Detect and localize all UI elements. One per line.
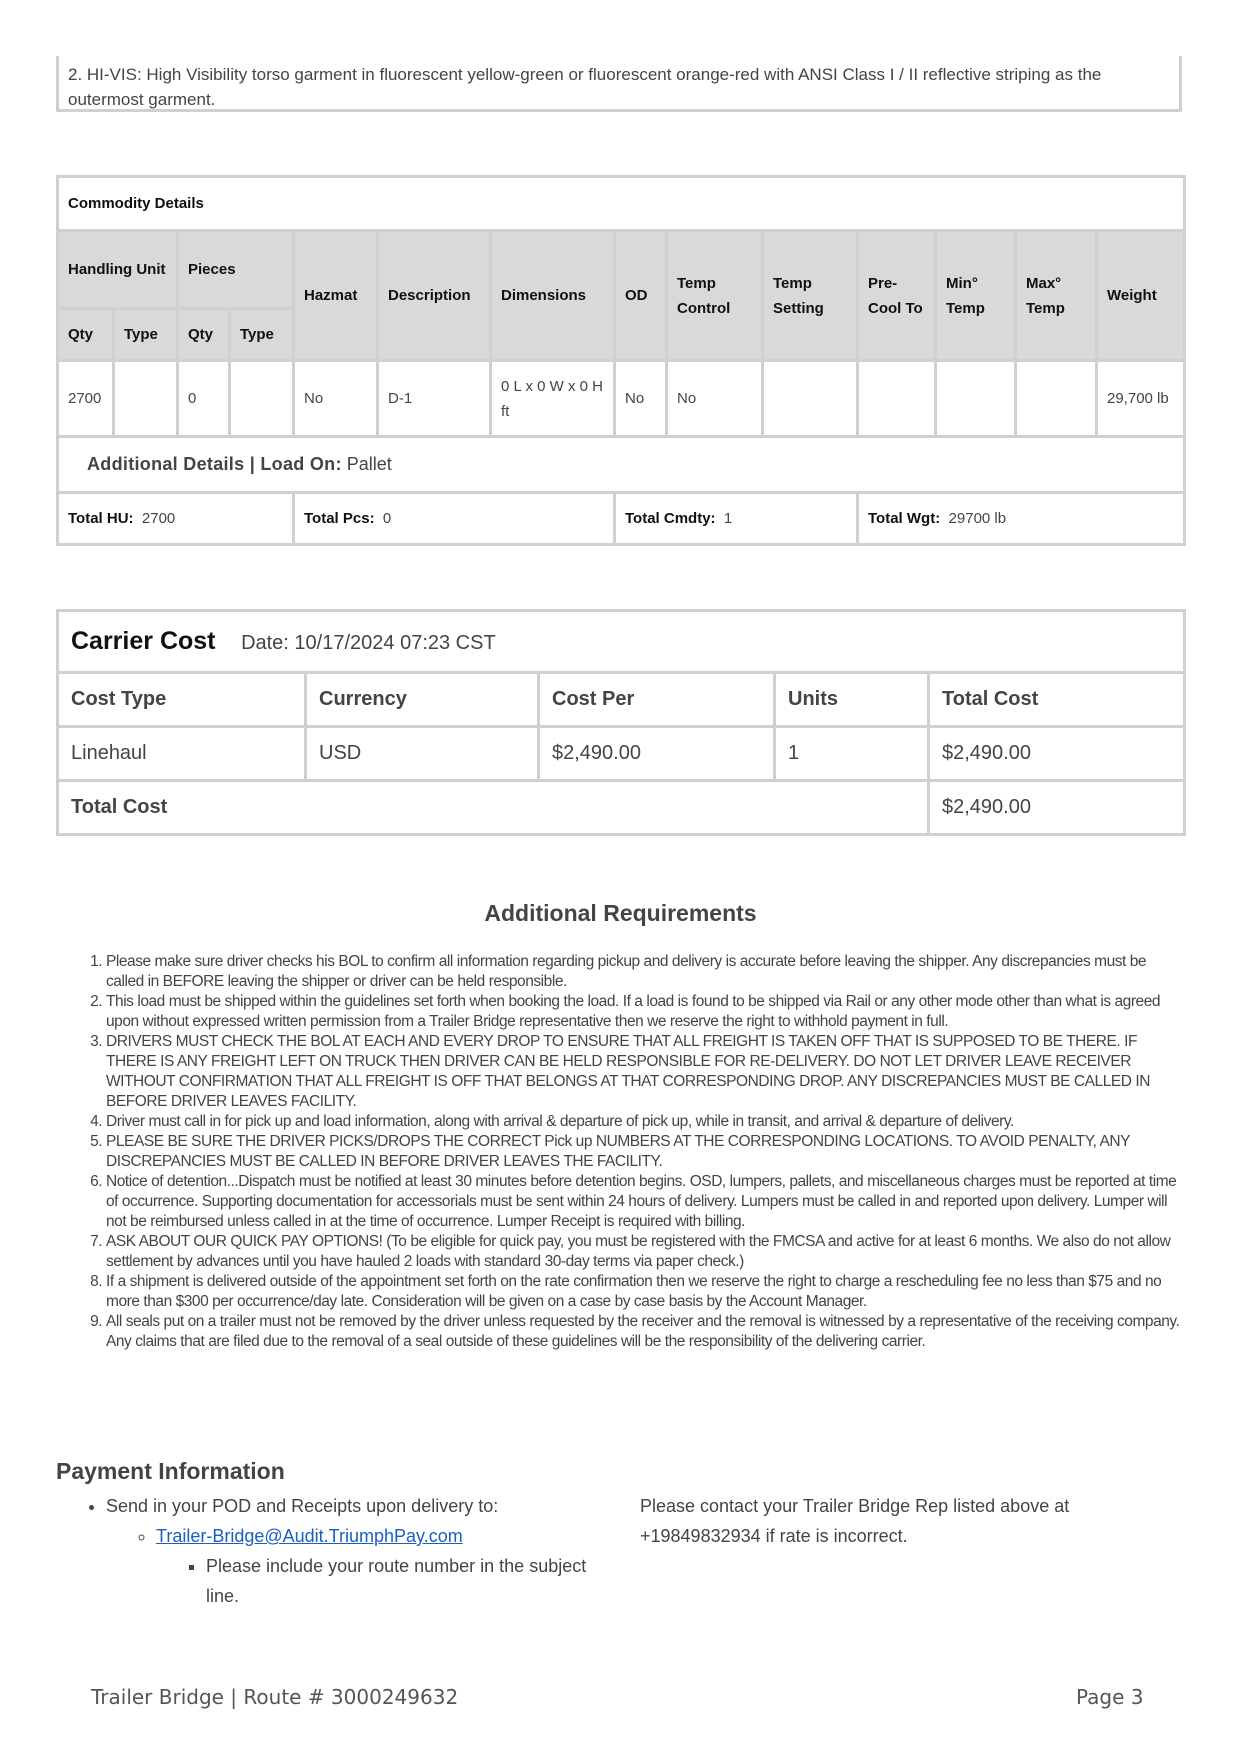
col-cost-per: Cost Per bbox=[539, 673, 775, 727]
footer-route: Trailer Bridge | Route # 3000249632 bbox=[91, 1685, 459, 1709]
total-cost-label: Total Cost bbox=[58, 781, 929, 835]
cell-dimensions: 0 L x 0 W x 0 H ft bbox=[491, 361, 615, 437]
col-cost-type: Cost Type bbox=[58, 673, 306, 727]
col-pcs-qty: Qty bbox=[178, 309, 230, 361]
cell-od: No bbox=[615, 361, 667, 437]
rate-contact-note: Please contact your Trailer Bridge Rep listed above at +19849832934 if rate is incorrect. bbox=[640, 1496, 1070, 1546]
send-pod-text: Send in your POD and Receipts upon delivery to: bbox=[106, 1496, 499, 1516]
cell-currency: USD bbox=[306, 727, 539, 781]
cell-pcs-qty: 0 bbox=[178, 361, 230, 437]
total-cmdty-label: Total Cmdty: bbox=[625, 510, 716, 527]
commodity-details-title: Commodity Details bbox=[58, 177, 1185, 231]
carrier-cost-date: Date: 10/17/2024 07:23 CST bbox=[241, 632, 496, 654]
total-wgt-label: Total Wgt: bbox=[868, 510, 941, 527]
col-handling-unit: Handling Unit bbox=[58, 231, 178, 309]
list-item: 8. If a shipment is delivered outside of the appointment set forth on the rate confirmation then we reserve the right to charge a rescheduling fee no less than $75 and no more than $300 per occurrence/day late. Consideration will be given on a case by case basis by the Account Manager. bbox=[106, 1272, 1181, 1312]
cell-weight: 29,700 lb bbox=[1097, 361, 1185, 437]
cell-cost-per: $2,490.00 bbox=[539, 727, 775, 781]
hivis-requirement-note: 2. HI-VIS: High Visibility torso garment in fluorescent yellow-green or fluorescent orange-red with ANSI Class I / II reflective striping as the outermost garment. bbox=[56, 56, 1182, 112]
list-item: ▪ Please include your route number in the subject line. bbox=[206, 1551, 616, 1611]
cell-max-temp bbox=[1016, 361, 1097, 437]
total-hu-label: Total HU: bbox=[68, 510, 134, 527]
total-cost-value: $2,490.00 bbox=[929, 781, 1185, 835]
cell-pcs-type bbox=[230, 361, 294, 437]
total-hu bbox=[58, 493, 294, 545]
cell-min-temp bbox=[936, 361, 1016, 437]
col-temp-setting: Temp Setting bbox=[763, 231, 858, 361]
audit-email-link[interactable]: Trailer-Bridge@Audit.TriumphPay.com bbox=[156, 1526, 463, 1546]
carrier-cost-table bbox=[56, 609, 1186, 836]
additional-details-row bbox=[58, 437, 1185, 493]
list-item: 5. PLEASE BE SURE THE DRIVER PICKS/DROPS THE CORRECT Pick up NUMBERS AT THE CORRESPONDING LOCATIONS. TO AVOID PENALTY, ANY DISCREPANCIES MUST BE CALLED IN BEFORE DRIVER LEAVES THE FACILITY. bbox=[106, 1132, 1181, 1172]
carrier-cost-header bbox=[58, 611, 1185, 673]
col-pieces: Pieces bbox=[178, 231, 294, 309]
additional-requirements-title: Additional Requirements bbox=[484, 900, 757, 926]
cell-hazmat: No bbox=[294, 361, 378, 437]
list-item: 7. ASK ABOUT OUR QUICK PAY OPTIONS! (To be eligible for quick pay, you must be registered with the FMCSA and active for at least 6 months. We also do not allow settlement by advances until you have hauled 2 loads with standard 30-day terms via paper check.) bbox=[106, 1232, 1181, 1272]
payment-information-title: Payment Information bbox=[56, 1458, 285, 1484]
payment-instructions bbox=[56, 1491, 616, 1611]
col-weight: Weight bbox=[1097, 231, 1185, 361]
col-hazmat: Hazmat bbox=[294, 231, 378, 361]
col-max-temp: Max° Temp bbox=[1016, 231, 1097, 361]
cell-description: D-1 bbox=[378, 361, 491, 437]
table-row bbox=[58, 727, 1185, 781]
col-pre-cool-to: Pre-Cool To bbox=[858, 231, 936, 361]
cell-total-cost: $2,490.00 bbox=[929, 727, 1185, 781]
cell-hu-qty: 2700 bbox=[58, 361, 114, 437]
total-pcs bbox=[294, 493, 615, 545]
total-cmdty bbox=[615, 493, 858, 545]
col-pcs-type: Type bbox=[230, 309, 294, 361]
list-item: 9. All seals put on a trailer must not be removed by the driver unless requested by the receiver and the removal is witnessed by a representative of the receiving company. Any claims that are filed due to the removal of a seal outside of these guidelines will be the responsibility of the delivering carrier. bbox=[106, 1312, 1181, 1352]
total-cmdty-value: 1 bbox=[723, 510, 733, 527]
load-on-value: Pallet bbox=[346, 454, 392, 474]
list-item: 4. Driver must call in for pick up and load information, along with arrival & departure of pick up, while in transit, and arrival & departure of delivery. bbox=[106, 1112, 1181, 1132]
col-total-cost: Total Cost bbox=[929, 673, 1185, 727]
col-units: Units bbox=[775, 673, 929, 727]
total-pcs-value: 0 bbox=[382, 510, 392, 527]
col-hu-qty: Qty bbox=[58, 309, 114, 361]
col-description: Description bbox=[378, 231, 491, 361]
col-od: OD bbox=[615, 231, 667, 361]
list-item: 2. This load must be shipped within the guidelines set forth when booking the load. If a load is found to be shipped via Rail or any other mode other than what is agreed upon without expressed written permission from a Trailer Bridge representative then we reserve the right to withhold payment in full. bbox=[106, 992, 1181, 1032]
total-wgt-value: 29700 lb bbox=[948, 510, 1007, 527]
cell-units: 1 bbox=[775, 727, 929, 781]
additional-details-label: Additional Details | Load On: bbox=[87, 454, 342, 474]
list-item: 3. DRIVERS MUST CHECK THE BOL AT EACH AND EVERY DROP TO ENSURE THAT ALL FREIGHT IS TAKEN OFF THAT IS SUPPOSED TO BE THERE. IF THERE IS ANY FREIGHT LEFT ON TRUCK THEN DRIVER CAN BE HELD RESPONSIBLE FOR RE-DELIVERY. DO NOT LET DRIVER LEAVE RECEIVER WITHOUT CONFIRMATION THAT ALL FREIGHT IS OFF THAT BELONGS AT THAT CORRESPONDING DROP. ANY DISCREPANCIES MUST BE CALLED IN BEFORE DRIVER LEAVES FACILITY. bbox=[106, 1032, 1181, 1112]
page-number: Page 3 bbox=[1076, 1685, 1144, 1709]
cell-temp-setting bbox=[763, 361, 858, 437]
col-currency: Currency bbox=[306, 673, 539, 727]
requirements-list bbox=[56, 952, 1181, 1352]
list-item: 6. Notice of detention...Dispatch must be notified at least 30 minutes before detention begins. OSD, lumpers, pallets, and miscellaneous charges must be reported at time of occurrence. Supporting documentation for accessorials must be sent within 24 hours of delivery. Lumpers must be called in and reported upon delivery. Lumper will not be reimbursed unless called in at the time of occurrence. Lumper Receipt is required with billing. bbox=[106, 1172, 1181, 1232]
cell-pre-cool-to bbox=[858, 361, 936, 437]
list-item: 1. Please make sure driver checks his BOL to confirm all information regarding pickup and delivery is accurate before leaving the shipper. Any discrepancies must be called in BEFORE leaving the shipper or driver can be held responsible. bbox=[106, 952, 1181, 992]
commodity-details-table bbox=[56, 175, 1186, 546]
cell-temp-control: No bbox=[667, 361, 763, 437]
col-dimensions: Dimensions bbox=[491, 231, 615, 361]
list-item bbox=[106, 1491, 616, 1611]
col-hu-type: Type bbox=[114, 309, 178, 361]
cell-cost-type: Linehaul bbox=[58, 727, 306, 781]
total-pcs-label: Total Pcs: bbox=[304, 510, 375, 527]
cell-hu-type bbox=[114, 361, 178, 437]
carrier-cost-title: Carrier Cost bbox=[71, 627, 216, 655]
list-item bbox=[156, 1521, 616, 1611]
total-wgt bbox=[858, 493, 1185, 545]
col-temp-control: Temp Control bbox=[667, 231, 763, 361]
table-row bbox=[58, 361, 1185, 437]
col-min-temp: Min° Temp bbox=[936, 231, 1016, 361]
total-hu-value: 2700 bbox=[141, 510, 176, 527]
